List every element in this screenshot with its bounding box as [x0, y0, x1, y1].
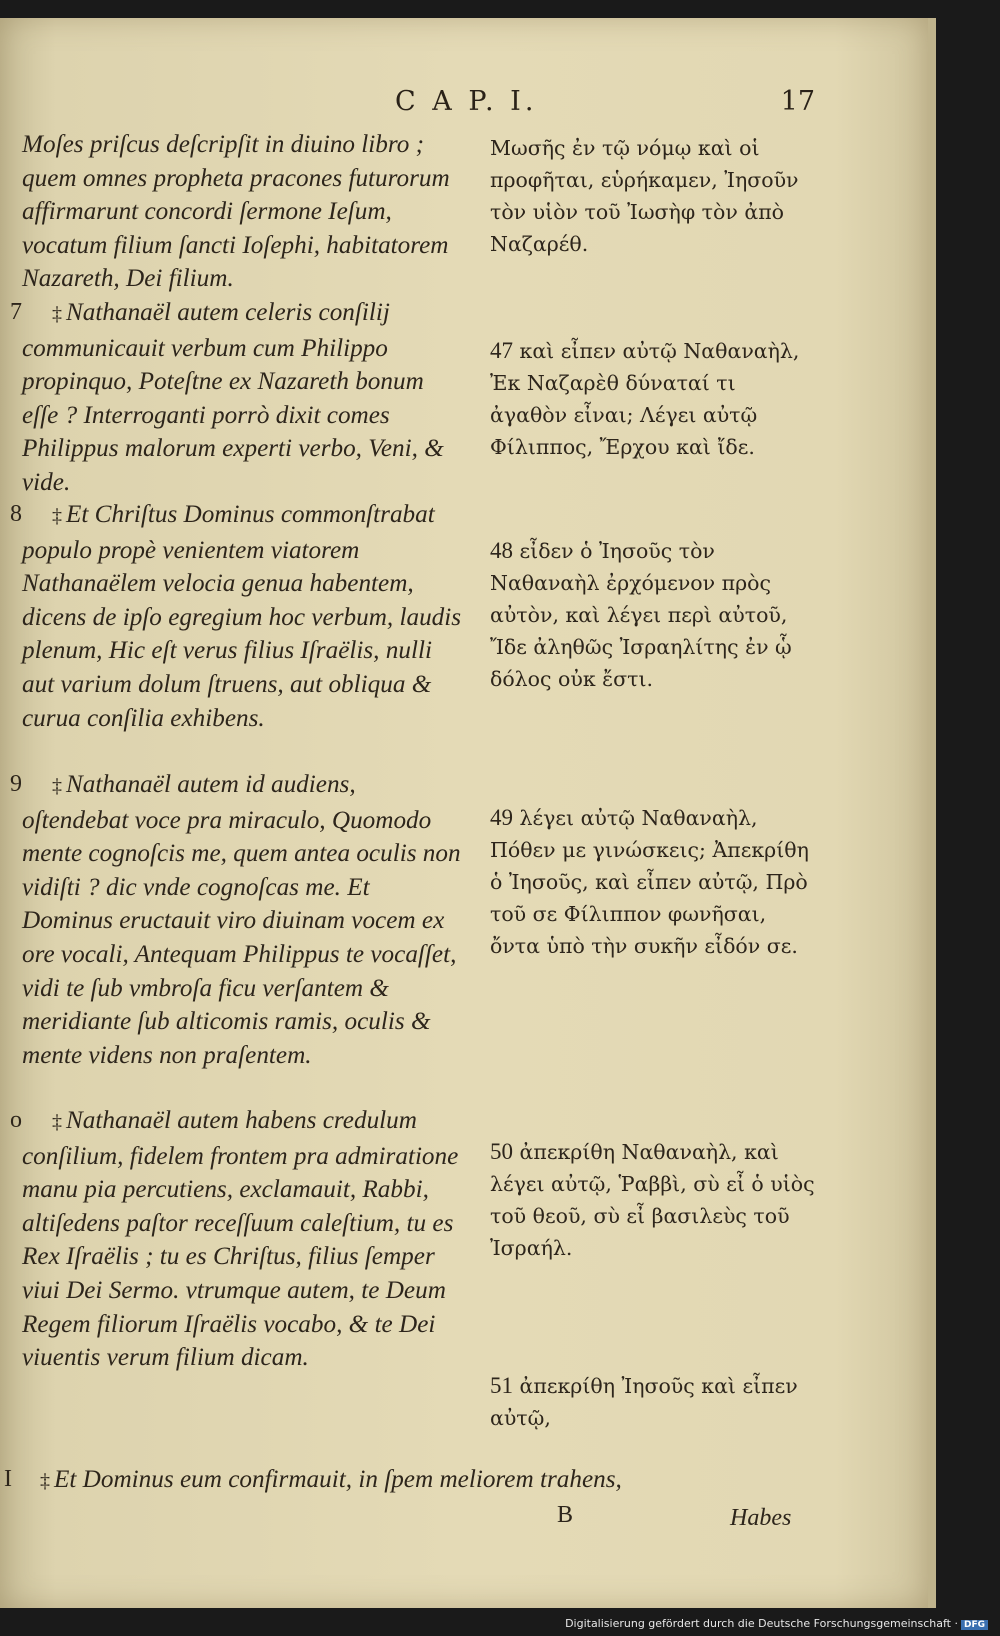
dagger-mark: ‡ — [40, 1470, 50, 1492]
running-header — [395, 86, 815, 117]
page-edge — [928, 18, 936, 1608]
greek-verse-text: καὶ εἶπεν αὐτῷ Ναθαναὴλ, Ἐκ Ναζαρὲθ δύναταί τι ἀγαθὸν εἶναι; Λέγει αὐτῷ Φίλιππος, Ἔρχου καὶ ἴδε. — [490, 339, 800, 459]
dagger-mark: ‡ — [52, 505, 62, 527]
verse-number: 50 — [490, 1139, 513, 1164]
greek-verse-text: ἀπεκρίθη Ἰησοῦς καὶ εἶπεν αὐτῷ, — [490, 1374, 798, 1430]
verse-number: I — [4, 1466, 12, 1492]
latin-verse-text: Nathanaël autem celeris conſilij communicauit verbum cum Philippo propinquo, Poteſtne ex Nazareth bonum eſſe ? Interroganti porrò dixit comes Philippus malorum experti verbo, Veni, & vide. — [22, 299, 444, 496]
latin-verse-text: Et Dominus eum confirmauit, in ſpem meliorem trahens, — [54, 1466, 622, 1493]
greek-verse-46 — [490, 132, 815, 260]
greek-verse-text: εἶδεν ὁ Ἰησοῦς τὸν Ναθαναὴλ ἐρχόμενον πρὸς αὐτὸν, καὶ λέγει περὶ αὐτοῦ, Ἴδε ἀληθῶς Ἰσραηλίτης ἐν ᾧ δόλος οὐκ ἔστι. — [490, 539, 792, 691]
greek-verse-48 — [490, 535, 815, 695]
greek-verse-text: ἀπεκρίθη Ναθαναὴλ, καὶ λέγει αὐτῷ, Ῥαββὶ, σὺ εἶ ὁ υἱὸς τοῦ θεοῦ, σὺ εἶ βασιλεὺς τοῦ Ἰσραήλ. — [490, 1140, 815, 1260]
latin-verse-51 — [4, 1466, 820, 1494]
verse-number: 51 — [490, 1373, 513, 1398]
chapter-title: C A P. I. — [395, 86, 538, 117]
verse-number: o — [10, 1107, 22, 1133]
greek-verse-text: Μωσῆς ἐν τῷ νόμῳ καὶ οἱ προφῆται, εὑρήκαμεν, Ἰησοῦν τὸν υἱὸν τοῦ Ἰωσὴφ τὸν ἀπὸ Ναζαρέθ. — [490, 136, 799, 256]
latin-verse-46: Moſes priſcus deſcripſit in diuino libro ; quem omnes propheta pracones futurorum affirmarunt concordi ſermone Ieſum, vocatum filium ſancti Ioſephi, habitatorem Nazareth, Dei filium. — [22, 131, 450, 293]
catchword: Habes — [730, 1505, 792, 1531]
latin-verse-text: Nathanaël autem id audiens, oſtendebat voce pra miraculo, Quomodo mente cognoſcis me, quem antea oculis non vidiſti ? dic vnde cognoſcas me. Et Dominus eructauit viro diuinam vocem ex ore vocali, Antequam Philippus te vocaſſet, vidi te ſub vmbroſa ficu verſantem & meridiante ſub alticomis ramis, oculis & mente videns non praſentem. — [22, 771, 461, 1069]
verse-number: 9 — [10, 771, 22, 797]
latin-verse-49 — [10, 768, 462, 1104]
footer-text: Digitalisierung gefördert durch die Deutsche Forschungsgemeinschaft · — [565, 1617, 958, 1630]
dagger-mark: ‡ — [52, 1111, 62, 1133]
greek-verse-text: λέγει αὐτῷ Ναθαναὴλ, Πόθεν με γινώσκεις; Ἀπεκρίθη ὁ Ἰησοῦς, καὶ εἶπεν αὐτῷ, Πρὸ τοῦ σε Φίλιππον φωνῆσαι, ὄντα ὑπὸ τὴν συκῆν εἶδόν σε. — [490, 806, 809, 958]
latin-verse-text: Et Chriſtus Dominus commonſtrabat populo propè venientem viatorem Nathanaëlem velocia genua habentem, dicens de ipſo egregium hoc verbum, laudis plenum, Hic eſt verus filius Iſraëlis, nulli aut varium dolum ſtruens, aut obliqua & curua conſilia exhibens. — [22, 501, 462, 732]
signature-mark: B — [557, 1502, 574, 1528]
latin-verse-50 — [10, 1104, 462, 1375]
greek-verse-47 — [490, 335, 815, 463]
latin-verse-text: Nathanaël autem habens credulum conſilium, fidelem frontem pra admiratione manu pia percutiens, exclamauit, Rabbi, altiſedens paſtor receſſuum caleſtium, tu es Rex Iſraëlis ; tu es Chriſtus, filius ſemper viui Dei Sermo. vtrumque autem, te Deum Regem filiorum Iſraëlis vocabo, & te Dei viuentis verum filium dicam. — [22, 1107, 459, 1372]
dagger-mark: ‡ — [52, 303, 62, 325]
page-number: 17 — [780, 86, 815, 117]
dagger-mark: ‡ — [52, 775, 62, 797]
verse-number: 49 — [490, 805, 513, 830]
greek-verse-50 — [490, 1136, 815, 1264]
verse-number: 7 — [10, 299, 22, 325]
footer-credit — [565, 1617, 988, 1630]
latin-column — [10, 128, 462, 1375]
greek-verse-51 — [490, 1370, 815, 1434]
latin-verse-47 — [10, 296, 462, 498]
verse-number: 47 — [490, 338, 513, 363]
greek-verse-49 — [490, 802, 815, 962]
latin-verse-48 — [10, 498, 462, 768]
verse-number: 8 — [10, 501, 22, 527]
verse-number: 48 — [490, 538, 513, 563]
dfg-logo: DFG — [961, 1620, 988, 1630]
